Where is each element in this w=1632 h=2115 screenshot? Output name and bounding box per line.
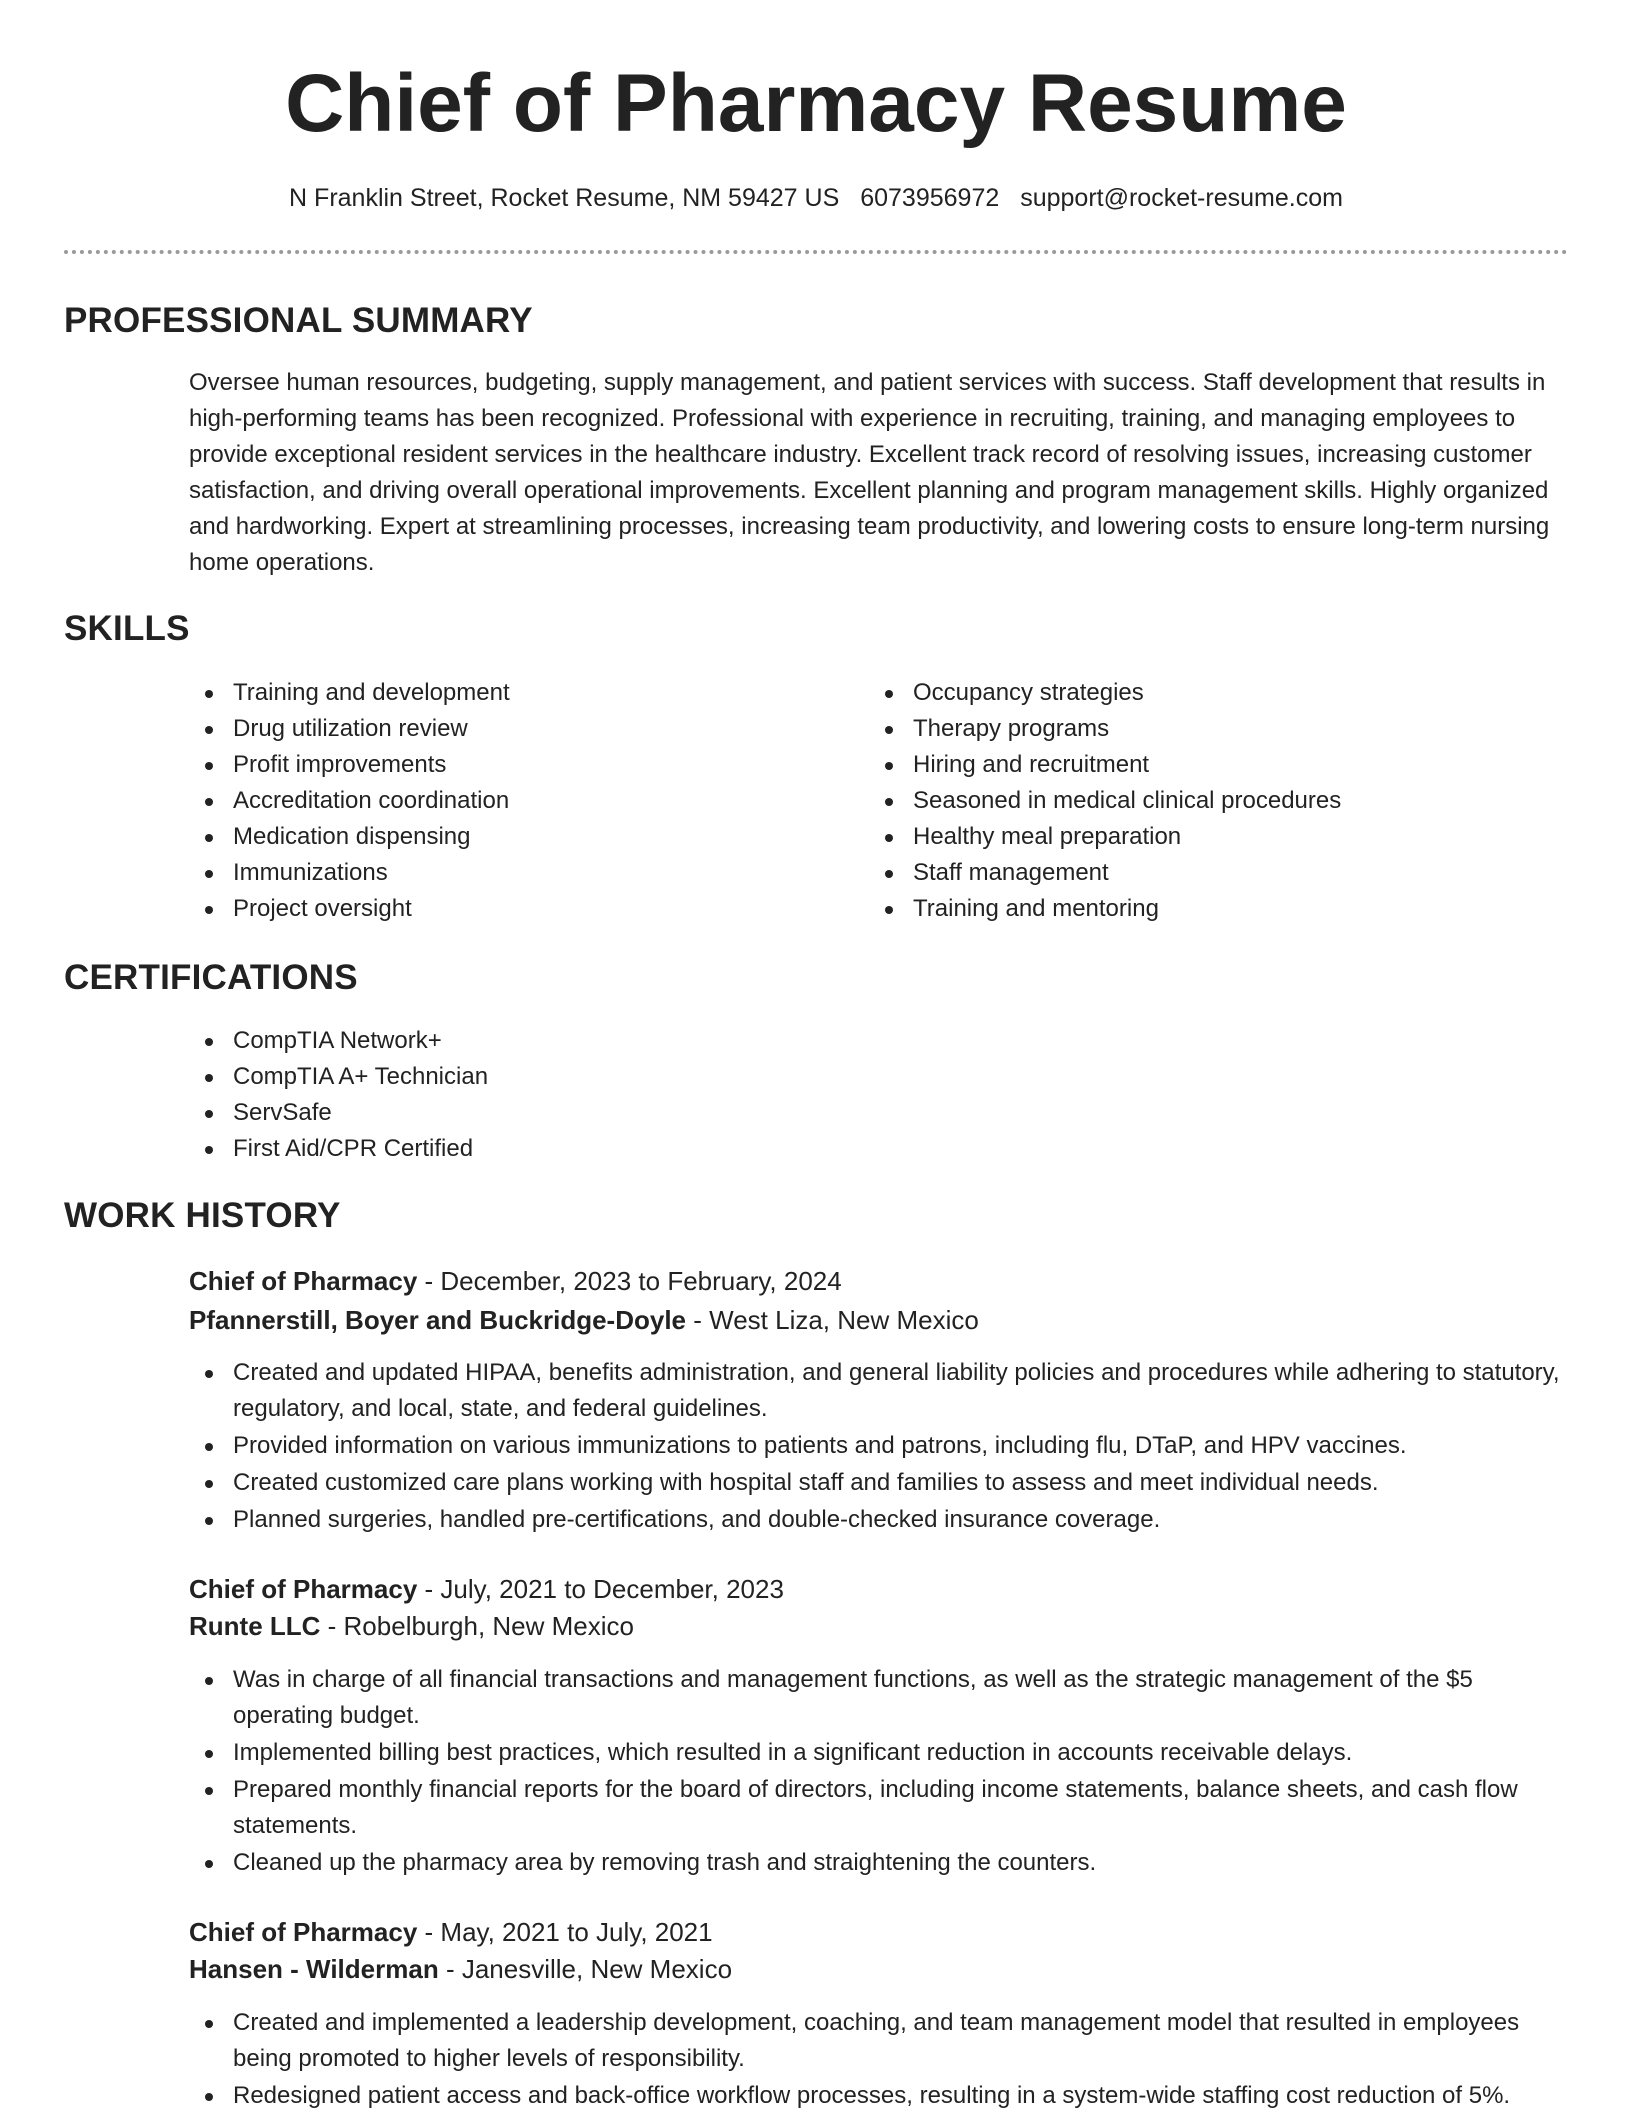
job-duty-item: Created and implemented a leadership development, coaching, and team management model that resulted in employees being promoted to higher levels of responsibility. — [189, 2005, 1579, 2077]
job-duty-item: Prepared monthly financial reports for the board of directors, including income statements, balance sheets, and cash flow statements. — [189, 1772, 1579, 1844]
job-duty-item: Implemented billing best practices, which resulted in a significant reduction in accounts receivable delays. — [189, 1735, 1579, 1771]
job-company: Pfannerstill, Boyer and Buckridge-Doyle — [189, 1305, 687, 1335]
job-location: West Liza, New Mexico — [709, 1305, 979, 1335]
skills-list-right — [869, 675, 1569, 927]
skill-item: Training and mentoring — [869, 891, 1569, 927]
skill-item: Medication dispensing — [189, 819, 829, 855]
contact-line — [0, 180, 1632, 216]
header-divider — [64, 250, 1568, 254]
job-company-line: Hansen - Wilderman - Janesville, New Mexico — [189, 1954, 733, 1984]
certifications-heading: CERTIFICATIONS — [64, 958, 358, 997]
skill-item: Training and development — [189, 675, 829, 711]
skills-list-left — [189, 675, 829, 927]
job-title: Chief of Pharmacy — [189, 1266, 418, 1296]
skill-item: Occupancy strategies — [869, 675, 1569, 711]
job-dates: July, 2021 to December, 2023 — [440, 1574, 784, 1604]
skill-item: Drug utilization review — [189, 711, 829, 747]
job-company-line: Runte LLC - Robelburgh, New Mexico — [189, 1611, 634, 1641]
job-company: Runte LLC — [189, 1611, 321, 1641]
job-title: Chief of Pharmacy — [189, 1574, 418, 1604]
summary-heading: PROFESSIONAL SUMMARY — [64, 301, 533, 340]
skill-item: Project oversight — [189, 891, 829, 927]
job-duties-list — [189, 2005, 1579, 2115]
job-duty-item: Redesigned patient access and back-office workflow processes, resulting in a system-wide staffing cost reduction of 5%. — [189, 2078, 1579, 2114]
skill-item: Healthy meal preparation — [869, 819, 1569, 855]
job-duty-item: Provided information on various immunizations to patients and patrons, including flu, DTaP, and HPV vaccines. — [189, 1428, 1579, 1464]
skill-item: Hiring and recruitment — [869, 747, 1569, 783]
job-dates: May, 2021 to July, 2021 — [440, 1917, 713, 1947]
certification-item: First Aid/CPR Certified — [189, 1131, 889, 1167]
job-location: Janesville, New Mexico — [461, 1954, 733, 1984]
certification-item: CompTIA A+ Technician — [189, 1059, 889, 1095]
skill-item: Accreditation coordination — [189, 783, 829, 819]
job-title-line: Chief of Pharmacy - May, 2021 to July, 2021 — [189, 1917, 713, 1947]
contact-address: N Franklin Street, Rocket Resume, NM 59427 US — [289, 184, 840, 212]
page-title: Chief of Pharmacy Resume — [285, 58, 1347, 149]
job-duties-list — [189, 1355, 1579, 1539]
work-history-heading: WORK HISTORY — [64, 1196, 341, 1235]
contact-email: support@rocket-resume.com — [1020, 184, 1343, 212]
certification-item: ServSafe — [189, 1095, 889, 1131]
job-company: Hansen - Wilderman — [189, 1954, 439, 1984]
job-title-line: Chief of Pharmacy - December, 2023 to February, 2024 — [189, 1266, 842, 1296]
job-duty-item: Cleaned up the pharmacy area by removing trash and straightening the counters. — [189, 1845, 1579, 1881]
certifications-list — [189, 1023, 889, 1167]
skill-item: Seasoned in medical clinical procedures — [869, 783, 1569, 819]
job-location: Robelburgh, New Mexico — [343, 1611, 634, 1641]
job-duties-list — [189, 1662, 1579, 1882]
job-title: Chief of Pharmacy — [189, 1917, 418, 1947]
job-duty-item: Was in charge of all financial transactions and management functions, as well as the strategic management of the $5 operating budget. — [189, 1662, 1579, 1734]
summary-text: Oversee human resources, budgeting, supply management, and patient services with success. Staff development that results in high-performing teams has been recognized. Professional with experience in recruiting, training, and managing employees to provide exceptional resident services in the healthcare industry. Excellent track record of resolving issues, increasing customer satisfaction, and driving overall operational improvements. Excellent planning and program management skills. Highly organized and hardworking. Expert at streamlining processes, increasing team productivity, and lowering costs to ensure long-term nursing home operations. — [189, 369, 1550, 576]
skill-item: Therapy programs — [869, 711, 1569, 747]
job-duty-item: Created and updated HIPAA, benefits administration, and general liability policies and procedures while adhering to statutory, regulatory, and local, state, and federal guidelines. — [189, 1355, 1579, 1427]
job-title-line: Chief of Pharmacy - July, 2021 to December, 2023 — [189, 1574, 784, 1604]
job-company-line: Pfannerstill, Boyer and Buckridge-Doyle - West Liza, New Mexico — [189, 1305, 979, 1335]
skill-item: Immunizations — [189, 855, 829, 891]
skill-item: Profit improvements — [189, 747, 829, 783]
job-dates: December, 2023 to February, 2024 — [440, 1266, 842, 1296]
skills-heading: SKILLS — [64, 609, 190, 648]
skill-item: Staff management — [869, 855, 1569, 891]
job-duty-item: Created customized care plans working with hospital staff and families to assess and meet individual needs. — [189, 1465, 1579, 1501]
contact-phone: 6073956972 — [860, 184, 1000, 212]
certification-item: CompTIA Network+ — [189, 1023, 889, 1059]
job-duty-item: Planned surgeries, handled pre-certifications, and double-checked insurance coverage. — [189, 1502, 1579, 1538]
